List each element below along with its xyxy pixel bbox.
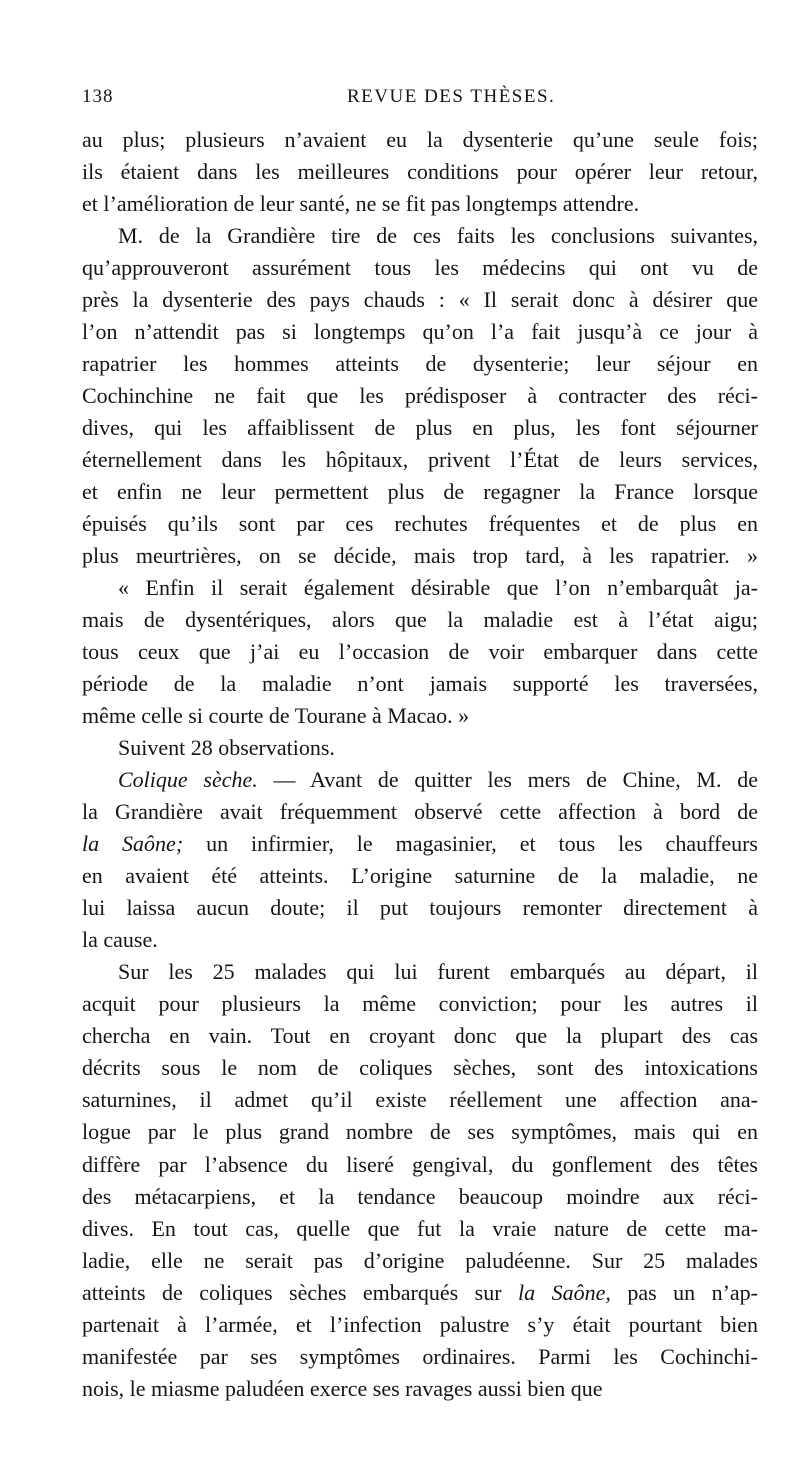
text-line (82, 892, 758, 924)
text-line (82, 636, 758, 668)
text-line (82, 1309, 758, 1341)
italic-text: la Saône, (518, 1279, 611, 1305)
text-segment: atteints de coliques sèches embarqués sur (82, 1279, 519, 1305)
text-segment: au plus; plusieurs n’avaient eu la dysenterie qu’une seule fois; (82, 127, 758, 152)
text-segment: tous ceux que j’ai eu l’occasion de voir embarquer dans cette (82, 639, 758, 665)
text-line (82, 860, 758, 892)
text-line (82, 1052, 758, 1084)
text-segment: dives, qui les affaiblissent de plus en plus, les font séjourner (82, 415, 758, 441)
text-line (82, 412, 758, 444)
text-segment: rapatrier les hommes atteints de dysenterie; leur séjour en (82, 351, 758, 377)
text-segment: période de la maladie n’ont jamais supporté les traversées, (82, 671, 758, 697)
body-text (82, 124, 758, 1405)
text-segment: qu’approuveront assurément tous les médecins qui ont vu de (82, 255, 758, 281)
text-segment: dives. En tout cas, quelle que fut la vraie nature de cette ma- (82, 1215, 758, 1241)
text-segment: manifestée par ses symptômes ordinaires. Parmi les Cochinchi- (82, 1343, 758, 1369)
text-segment: M. de la Grandière tire de ces faits les conclusions suivantes, (118, 223, 758, 249)
text-segment: pas un n’ap- (610, 1279, 758, 1305)
text-segment: des métacarpiens, et la tendance beaucoup moindre aux réci- (82, 1183, 758, 1209)
text-segment: logue par le plus grand nombre de ses symptômes, mais qui en (82, 1119, 758, 1145)
text-line (82, 124, 758, 156)
text-line (82, 828, 758, 860)
italic-text: Colique sèche. (118, 767, 258, 793)
text-line (82, 444, 758, 476)
text-line (82, 668, 758, 700)
text-line (82, 732, 758, 764)
text-segment: Suivent 28 observations. (118, 735, 335, 761)
text-segment: Cochinchine ne fait que les prédisposer à contracter des réci- (82, 383, 758, 409)
text-line (82, 284, 758, 316)
text-line (82, 956, 758, 988)
text-line (82, 700, 758, 732)
text-segment: décrits sous le nom de coliques sèches, sont des intoxications (82, 1055, 758, 1081)
text-segment: acquit pour plusieurs la même conviction; pour les autres il (82, 991, 758, 1017)
text-segment: — Avant de quitter les mers de Chine, M. de (257, 767, 758, 793)
text-line (82, 1341, 758, 1373)
text-line (82, 604, 758, 636)
text-segment: « Enfin il serait également désirable que l’on n’embarquât ja- (118, 575, 758, 601)
text-segment: partenait à l’armée, et l’infection palustre s’y était pourtant bien (82, 1311, 758, 1337)
text-segment: nois, le miasme paludéen exerce ses ravages aussi bien que (82, 1375, 603, 1401)
text-line (82, 508, 758, 540)
text-line (82, 764, 758, 796)
text-segment: plus meurtrières, on se décide, mais trop tard, à les rapatrier. » (82, 543, 758, 569)
page-header (82, 86, 748, 112)
text-line (82, 348, 758, 380)
text-line (82, 796, 758, 828)
text-line (82, 924, 758, 956)
text-segment: épuisés qu’ils sont par ces rechutes fréquentes et de plus en (82, 511, 758, 537)
text-line (82, 1213, 758, 1245)
text-segment: éternellement dans les hôpitaux, privent l’État de leurs services, (82, 447, 758, 473)
text-segment: mais de dysentériques, alors que la maladie est à l’état aigu; (82, 607, 758, 633)
text-line (82, 316, 758, 348)
text-line (82, 1373, 758, 1405)
text-segment: et l’amélioration de leur santé, ne se fit pas longtemps attendre. (82, 191, 640, 217)
text-segment: et enfin ne leur permettent plus de regagner la France lorsque (82, 479, 758, 505)
text-segment: près la dysenterie des pays chauds : « Il serait donc à désirer que (82, 287, 758, 313)
text-line (82, 1116, 758, 1148)
text-segment: la cause. (82, 927, 158, 953)
running-title: REVUE DES THÈSES. (347, 86, 556, 107)
text-line (82, 1084, 758, 1116)
text-segment: même celle si courte de Tourane à Macao. » (82, 703, 470, 729)
text-line (82, 188, 758, 220)
page-number: 138 (82, 86, 114, 107)
text-segment: diffère par l’absence du liseré gengival, du gonflement des têtes (82, 1151, 758, 1177)
text-segment: l’on n’attendit pas si longtemps qu’on l’a fait jusqu’à ce jour à (82, 319, 758, 345)
text-segment: saturnines, il admet qu’il existe réellement une affection ana- (82, 1087, 758, 1113)
text-line (82, 252, 758, 284)
text-line (82, 476, 758, 508)
text-line (82, 380, 758, 412)
text-segment: un infirmier, le magasinier, et tous les chauffeurs (183, 831, 758, 857)
text-line (82, 1245, 758, 1277)
text-line (82, 540, 758, 572)
text-segment: chercha en vain. Tout en croyant donc que la plupart des cas (82, 1023, 758, 1049)
text-line (82, 156, 758, 188)
text-line (82, 1277, 758, 1309)
text-segment: lui laissa aucun doute; il put toujours remonter directement à (82, 895, 758, 921)
text-line (82, 572, 758, 604)
text-line (82, 1149, 758, 1181)
text-segment: ladie, elle ne serait pas d’origine paludéenne. Sur 25 malades (82, 1247, 758, 1273)
italic-text: la Saône; (82, 831, 184, 857)
text-segment: la Grandière avait fréquemment observé cette affection à bord de (82, 799, 758, 825)
text-line (82, 220, 758, 252)
text-segment: Sur les 25 malades qui lui furent embarqués au départ, il (118, 959, 758, 985)
text-line (82, 1020, 758, 1052)
text-line (82, 1181, 758, 1213)
text-segment: ils étaient dans les meilleures conditions pour opérer leur retour, (82, 159, 758, 185)
text-line (82, 988, 758, 1020)
text-segment: en avaient été atteints. L’origine saturnine de la maladie, ne (82, 863, 758, 889)
